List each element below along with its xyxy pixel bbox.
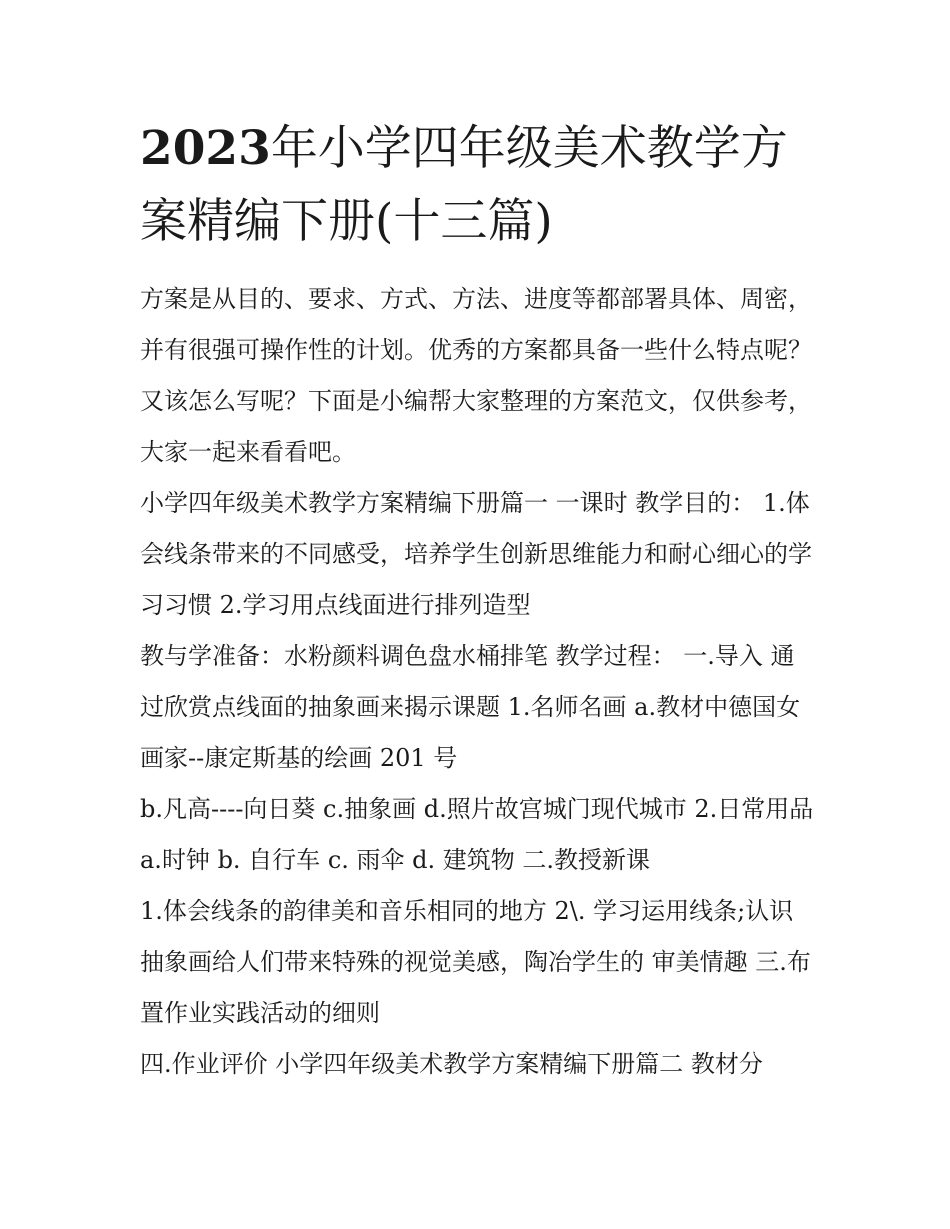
- paragraph-preparation: 教与学准备：水粉颜料调色盘水桶排笔 教学过程： 一.导入 通过欣赏点线面的抽象画来揭示课题 1.名师名画 a.教材中德国女画家--康定斯基的绘画 201 号: [140, 642, 801, 772]
- document-page: [140, 112, 815, 1090]
- document-title: [140, 112, 815, 258]
- paragraph-evaluation: 四.作业评价 小学四年级美术教学方案精编下册篇二 教材分: [140, 1050, 763, 1078]
- title-year: 2023: [140, 121, 271, 176]
- paragraph-intro: 方案是从目的、要求、方式、方法、进度等都部署具体、周密，并有很强可操作性的计划。优秀的方案都具备一些什么特点呢？又该怎么写呢？下面是小编帮大家整理的方案范文，仅供参考，大家一起来看看吧。: [140, 285, 812, 466]
- paragraph-lesson-one: 小学四年级美术教学方案精编下册篇一 一课时 教学目的： 1.体会线条带来的不同感受，培养学生创新思维能力和耐心细心的学习习惯 2.学习用点线面进行排列造型: [140, 489, 812, 619]
- paragraph-teaching: 1.体会线条的韵律美和音乐相同的地方 2\. 学习运用线条;认识抽象画给人们带来特殊的视觉美感，陶冶学生的 审美情趣 三.布置作业实践活动的细则: [140, 897, 811, 1027]
- title-text: 年小学四年级美术教学方案精编下册(十三篇): [140, 121, 788, 249]
- paragraph-examples: b.凡高----向日葵 c.抽象画 d.照片故宫城门现代城市 2.日常用品 a.时钟 b. 自行车 c. 雨伞 d. 建筑物 二.教授新课: [140, 795, 814, 874]
